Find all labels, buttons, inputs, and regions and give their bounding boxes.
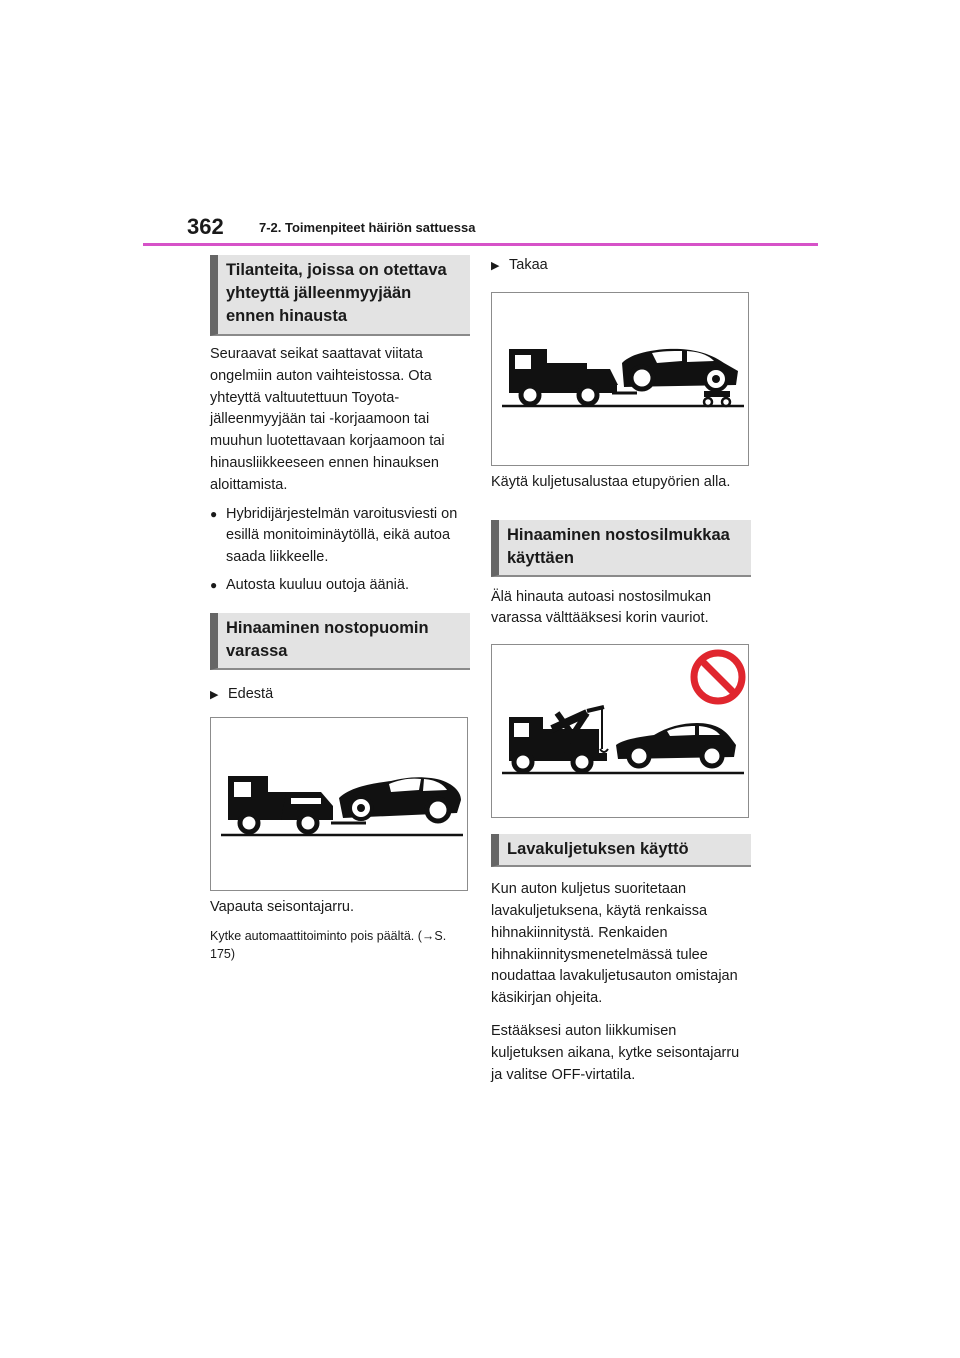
front-note: Kytke automaattitoiminto pois päältä. (→S. 175) xyxy=(210,929,447,962)
bullet-text: Hybridijärjestelmän varoitusviesti on esillä monitoiminäytöllä, eikä autoa saada liikkeelle. xyxy=(226,505,458,566)
bullet-text: Autosta kuuluu outoja ääniä. xyxy=(226,576,409,593)
bullet-icon: ● xyxy=(210,577,218,592)
front-text: Vapauta seisontajarru. xyxy=(210,898,355,915)
front-label: Edestä xyxy=(228,685,274,702)
chapter-title: 7-2. Toimenpiteet häiriön sattuessa xyxy=(259,220,476,235)
list-item xyxy=(210,575,470,597)
rear-label: Takaa xyxy=(509,257,548,273)
flatbed-text-2: Estääksesi auton liikkumisen kuljetuksen aikana, kytke seisontajarru ja valitse OFF-virtatila. xyxy=(491,1022,740,1083)
right-column xyxy=(491,255,751,1086)
front-label-row xyxy=(210,684,470,707)
list-item xyxy=(210,504,470,569)
tow-truck-front-illustration xyxy=(211,718,467,890)
heading-contact-dealer: Tilanteita, joissa on otettava yhteyttä jälleenmyyjään ennen hinausta xyxy=(210,255,470,336)
figure-hook-tow-prohibited xyxy=(491,644,749,818)
flatbed-text-1: Kun auton kuljetus suoritetaan lavakuljetuksena, käytä renkaissa hihnakiinnitystä. Renkaiden hihnakiinnitysmenetelmässä tulee noudattaa lavakuljetusauton omistajan käsikirjan ohjeita. xyxy=(491,881,738,1007)
arrow-icon: ▶ xyxy=(491,260,500,272)
heading-flatbed: Lavakuljetuksen käyttö xyxy=(491,834,751,867)
rear-text: Käytä kuljetusalustaa etupyörien alla. xyxy=(491,473,731,490)
heading-hook-tow: Hinaaminen nostosilmukkaa käyttäen xyxy=(491,520,751,577)
heading-boom-tow: Hinaaminen nostopuomin varassa xyxy=(210,613,470,670)
header-rule xyxy=(143,243,818,246)
hook-text: Älä hinauta autoasi nostosilmukan varassa välttääksesi korin vauriot. xyxy=(491,588,712,627)
hook-tow-illustration xyxy=(492,645,748,817)
page-number: 362 xyxy=(187,214,224,239)
rear-label-row xyxy=(491,255,751,278)
left-column xyxy=(210,255,470,963)
bullet-icon: ● xyxy=(210,506,218,521)
tow-truck-rear-illustration xyxy=(492,293,748,465)
figure-rear-tow xyxy=(491,292,749,466)
intro-paragraph: Seuraavat seikat saattavat viitata ongelmiin auton vaihteistossa. Ota yhteyttä valtuutettuun Toyota-jälleenmyyjään tai -korjaamoon tai muuhun luotettavaan korjaamoon tai hinausliikkeeseen ennen hinauksen aloittamista. xyxy=(210,346,445,493)
figure-front-tow xyxy=(210,717,468,891)
prohibition-icon xyxy=(694,653,742,701)
arrow-icon: ▶ xyxy=(210,688,219,701)
